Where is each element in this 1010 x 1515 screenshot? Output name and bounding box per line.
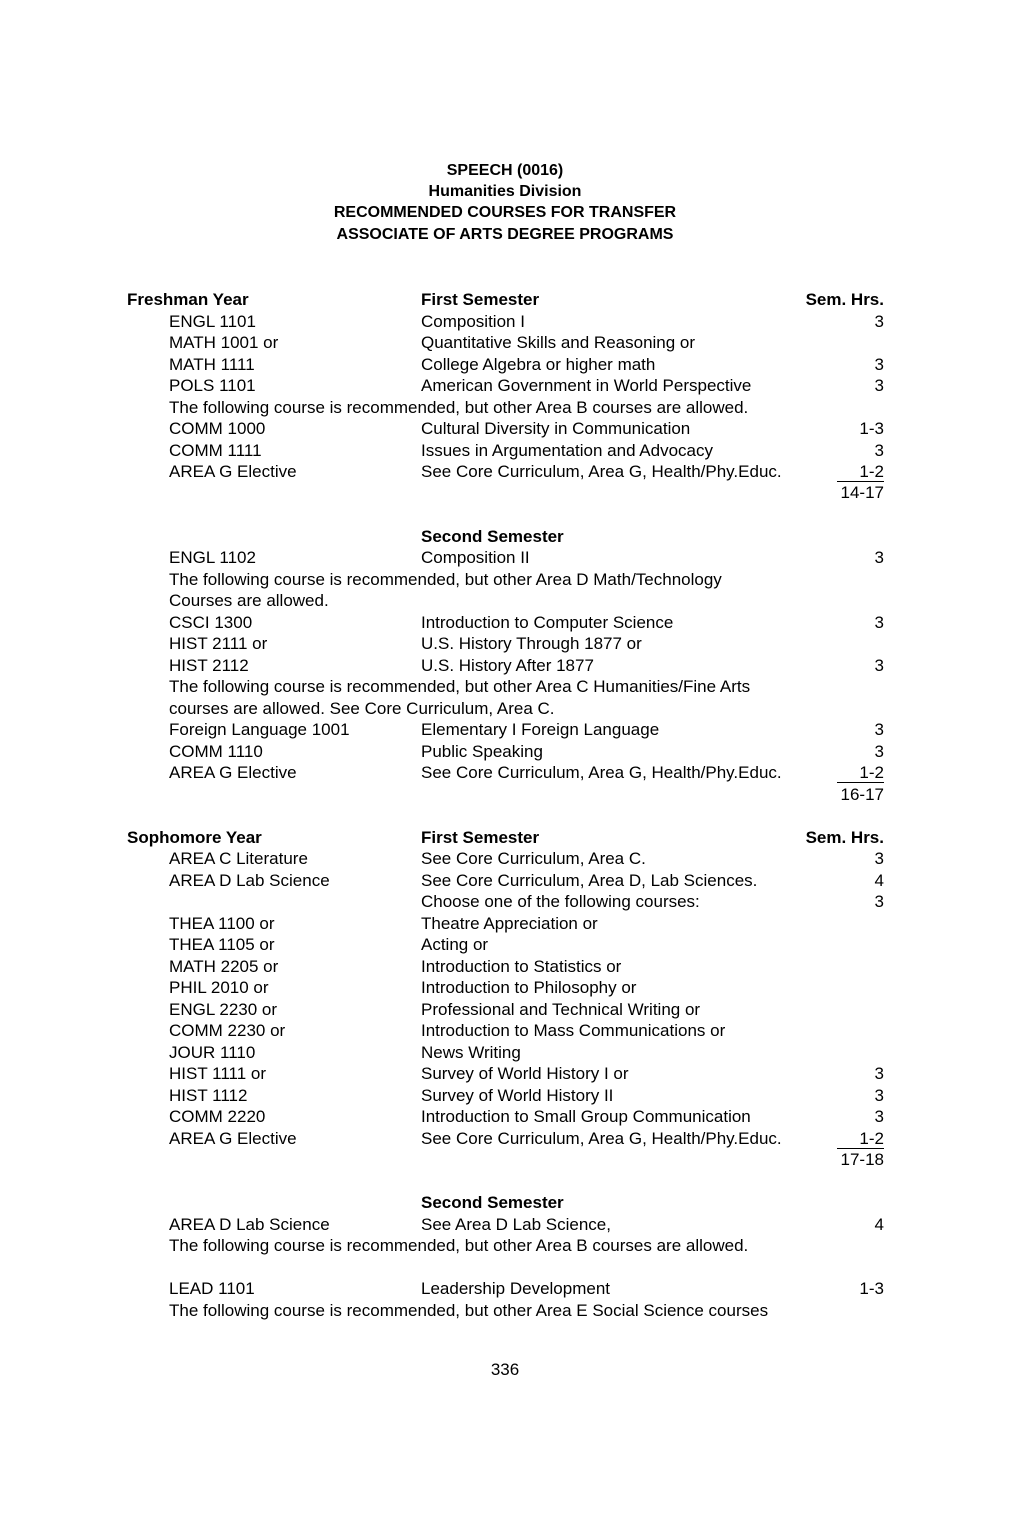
course-code: MATH 2205 or — [169, 957, 279, 976]
note-row — [0, 569, 1010, 590]
course-title: See Core Curriculum, Area G, Health/Phy.Educ. — [421, 763, 782, 782]
course-title: Composition II — [421, 548, 530, 567]
note-text: The following course is recommended, but other Area E Social Science courses — [169, 1301, 769, 1320]
course-hours: 1-2 — [837, 1128, 884, 1149]
course-title: Survey of World History II — [421, 1086, 614, 1105]
course-row — [0, 311, 1010, 332]
doc-subtitle: RECOMMENDED COURSES FOR TRANSFER — [333, 204, 677, 221]
course-row — [0, 354, 1010, 375]
course-hours: 3 — [874, 1086, 884, 1105]
course-code: MATH 1001 or — [169, 333, 279, 352]
semester-label: Second Semester — [421, 527, 564, 546]
course-hours: 3 — [874, 376, 884, 395]
course-hours: 3 — [874, 1107, 884, 1126]
course-row — [0, 891, 1010, 912]
course-title: See Core Curriculum, Area G, Health/Phy.Educ. — [421, 1129, 782, 1148]
year-label: Sophomore Year — [127, 828, 262, 847]
course-code: Foreign Language 1001 — [169, 720, 350, 739]
course-hours: 3 — [874, 548, 884, 567]
course-code: LEAD 1101 — [169, 1279, 255, 1298]
hours-header: Sem. Hrs. — [805, 290, 884, 309]
course-row — [0, 547, 1010, 568]
freshman-header-row — [0, 289, 1010, 310]
course-code: JOUR 1110 — [169, 1043, 256, 1062]
note-text: The following course is recommended, but other Area B courses are allowed. — [169, 1236, 749, 1255]
course-code: COMM 1111 — [169, 441, 262, 460]
note-text: Courses are allowed. — [169, 591, 329, 610]
course-title: Introduction to Statistics or — [421, 957, 622, 976]
course-code: HIST 2112 — [169, 656, 249, 675]
course-hours: 4 — [874, 871, 884, 890]
course-code: COMM 1110 — [169, 742, 263, 761]
note-text: The following course is recommended, but other Area C Humanities/Fine Arts — [169, 677, 751, 696]
course-title: Acting or — [421, 935, 489, 954]
course-title: Introduction to Computer Science — [421, 613, 674, 632]
course-title: U.S. History Through 1877 or — [421, 634, 642, 653]
course-title: Issues in Argumentation and Advocacy — [421, 441, 714, 460]
course-code: THEA 1105 or — [169, 935, 275, 954]
course-row — [0, 461, 1010, 482]
semester-label: First Semester — [421, 828, 540, 847]
course-hours: 3 — [874, 312, 884, 331]
course-title: Quantitative Skills and Reasoning or — [421, 333, 696, 352]
course-code: AREA D Lab Science — [169, 1215, 330, 1234]
course-row — [0, 870, 1010, 891]
course-row — [0, 934, 1010, 955]
semester-total: 17-18 — [840, 1150, 884, 1169]
course-row — [0, 1128, 1010, 1149]
course-code: AREA G Elective — [169, 763, 297, 782]
note-row — [0, 676, 1010, 697]
course-title: News Writing — [421, 1043, 521, 1062]
course-hours: 3 — [874, 849, 884, 868]
course-hours: 3 — [874, 656, 884, 675]
course-row — [0, 1063, 1010, 1084]
course-hours: 3 — [874, 613, 884, 632]
course-hours: 3 — [874, 441, 884, 460]
course-row — [0, 762, 1010, 783]
course-row — [0, 999, 1010, 1020]
page-number: 336 — [490, 1360, 520, 1379]
course-row — [0, 1278, 1010, 1299]
note-text: courses are allowed. See Core Curriculum, Area C. — [169, 699, 555, 718]
course-row — [0, 1042, 1010, 1063]
course-title: Professional and Technical Writing or — [421, 1000, 701, 1019]
course-hours: 1-2 — [837, 762, 884, 783]
course-code: POLS 1101 — [169, 376, 256, 395]
course-code: HIST 1111 or — [169, 1064, 267, 1083]
course-row — [0, 1106, 1010, 1127]
course-row — [0, 418, 1010, 439]
course-title: Introduction to Small Group Communication — [421, 1107, 751, 1126]
semester-label: First Semester — [421, 290, 540, 309]
note-row — [0, 698, 1010, 719]
course-code: HIST 2111 or — [169, 634, 268, 653]
course-hours: 3 — [874, 355, 884, 374]
course-row — [0, 1214, 1010, 1235]
course-title: Cultural Diversity in Communication — [421, 419, 691, 438]
semester-label: Second Semester — [421, 1193, 564, 1212]
note-row — [0, 1235, 1010, 1256]
semester-total-row — [0, 482, 1010, 503]
course-code: COMM 2220 — [169, 1107, 266, 1126]
course-row — [0, 977, 1010, 998]
course-code: AREA C Literature — [169, 849, 308, 868]
year-label: Freshman Year — [127, 290, 249, 309]
course-code: COMM 2230 or — [169, 1021, 286, 1040]
note-row — [0, 590, 1010, 611]
semester-header-row — [0, 1192, 1010, 1213]
course-title: See Core Curriculum, Area G, Health/Phy.Educ. — [421, 462, 782, 481]
course-title: Introduction to Philosophy or — [421, 978, 637, 997]
course-title: U.S. History After 1877 — [421, 656, 594, 675]
course-title: Leadership Development — [421, 1279, 611, 1298]
course-code: AREA G Elective — [169, 462, 297, 481]
semester-total-row — [0, 784, 1010, 805]
course-title: Theatre Appreciation or — [421, 914, 598, 933]
note-text: The following course is recommended, but other Area D Math/Technology — [169, 570, 722, 589]
course-row — [0, 719, 1010, 740]
note-text: The following course is recommended, but other Area B courses are allowed. — [169, 398, 749, 417]
course-row — [0, 655, 1010, 676]
course-title: Public Speaking — [421, 742, 543, 761]
course-hours: 3 — [874, 720, 884, 739]
course-row — [0, 913, 1010, 934]
semester-total: 14-17 — [840, 483, 884, 502]
semester-header-row — [0, 526, 1010, 547]
course-title: See Core Curriculum, Area C. — [421, 849, 646, 868]
course-row — [0, 332, 1010, 353]
semester-total: 16-17 — [840, 785, 884, 804]
course-row — [0, 741, 1010, 762]
course-row — [0, 375, 1010, 396]
course-title: See Core Curriculum, Area D, Lab Sciences. — [421, 871, 758, 890]
sophomore-header-row — [0, 827, 1010, 848]
course-title: See Area D Lab Science, — [421, 1215, 611, 1234]
hours-header: Sem. Hrs. — [805, 828, 884, 847]
course-row — [0, 1020, 1010, 1041]
course-hours: 3 — [874, 742, 884, 761]
division-name: Humanities Division — [428, 183, 582, 200]
note-row — [0, 1300, 1010, 1321]
course-code: MATH 1111 — [169, 355, 255, 374]
note-row — [0, 397, 1010, 418]
course-hours: 4 — [874, 1215, 884, 1234]
course-row — [0, 848, 1010, 869]
course-title: Elementary I Foreign Language — [421, 720, 660, 739]
course-row — [0, 1085, 1010, 1106]
course-title: Introduction to Mass Communications or — [421, 1021, 726, 1040]
course-code: COMM 1000 — [169, 419, 266, 438]
course-code: AREA D Lab Science — [169, 871, 330, 890]
course-code: ENGL 1102 — [169, 548, 256, 567]
course-code: ENGL 2230 or — [169, 1000, 278, 1019]
course-title: Survey of World History I or — [421, 1064, 629, 1083]
course-row — [0, 633, 1010, 654]
course-code: THEA 1100 or — [169, 914, 275, 933]
course-code: HIST 1112 — [169, 1086, 248, 1105]
course-row — [0, 956, 1010, 977]
course-code: ENGL 1101 — [169, 312, 256, 331]
course-code: AREA G Elective — [169, 1129, 297, 1148]
course-row — [0, 440, 1010, 461]
course-hours: 1-2 — [837, 461, 884, 482]
course-hours: 1-3 — [859, 419, 884, 438]
course-hours: 1-3 — [859, 1279, 884, 1298]
course-title: College Algebra or higher math — [421, 355, 656, 374]
course-title: Composition I — [421, 312, 525, 331]
program-name: ASSOCIATE OF ARTS DEGREE PROGRAMS — [336, 226, 674, 243]
semester-total-row — [0, 1149, 1010, 1170]
course-title: American Government in World Perspective — [421, 376, 752, 395]
course-row — [0, 612, 1010, 633]
course-hours: 3 — [874, 1064, 884, 1083]
course-title: Choose one of the following courses: — [421, 892, 700, 911]
doc-title: SPEECH (0016) — [446, 162, 564, 179]
course-hours: 3 — [874, 892, 884, 911]
course-code: CSCI 1300 — [169, 613, 253, 632]
course-code: PHIL 2010 or — [169, 978, 269, 997]
